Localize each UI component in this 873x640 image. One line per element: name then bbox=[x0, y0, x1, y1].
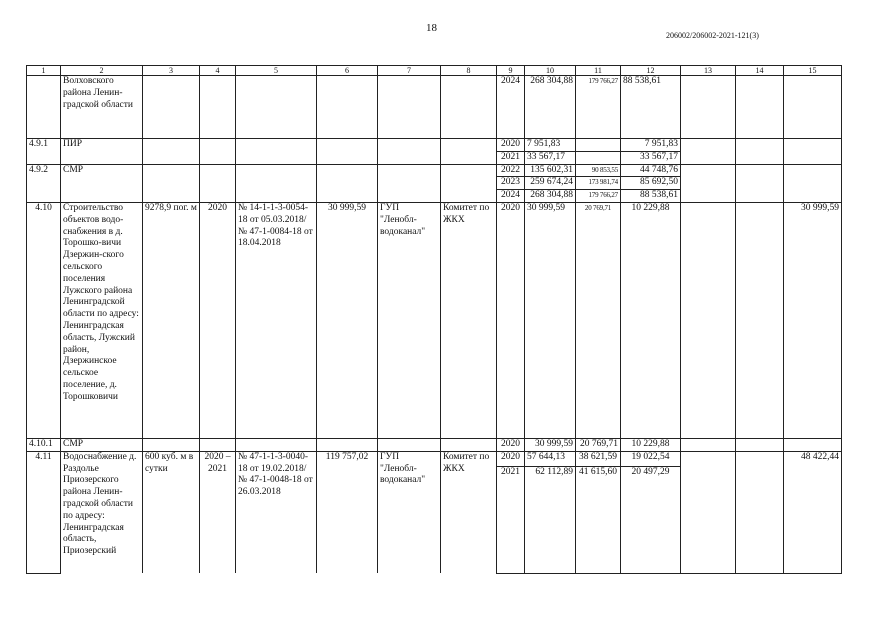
federal-cell: 41 615,60 bbox=[576, 466, 621, 573]
table-row bbox=[27, 438, 842, 451]
capacity-cell: 9278,9 пог. м bbox=[143, 202, 200, 438]
federal-cell: 179 766,27 bbox=[576, 190, 621, 203]
expertise-cell: № 14-1-1-3-0054-18 от 05.03.2018/ № 47-1-0084-18 от 18.04.2018 bbox=[236, 202, 317, 438]
regional-cell: 88 538,61 bbox=[621, 190, 681, 203]
column-number: 15 bbox=[784, 66, 842, 76]
total-cell: 30 999,59 bbox=[525, 202, 576, 438]
expertise-cell: № 47-1-1-3-0040-18 от 19.02.2018/ № 47-1-0048-18 от 26.03.2018 bbox=[236, 451, 317, 573]
column-number: 9 bbox=[497, 66, 525, 76]
program-table bbox=[26, 65, 842, 574]
column-number: 10 bbox=[525, 66, 576, 76]
document-number: 206002/206002-2021-121(3) bbox=[666, 31, 759, 40]
object-name: Волховского района Ленин-градской области bbox=[61, 76, 143, 139]
total-cell: 268 304,88 bbox=[525, 190, 576, 203]
total-cell: 62 112,89 bbox=[525, 466, 576, 573]
object-name: Водоснабжение д. Раздолье Приозерского района Ленин-градской области по адресу: Ленинградская область, Приозерский bbox=[61, 451, 143, 573]
column-number: 1 bbox=[27, 66, 61, 76]
federal-cell: 173 981,74 bbox=[576, 177, 621, 190]
year-cell: 2021 bbox=[497, 151, 525, 164]
item-number: 4.9.2 bbox=[27, 164, 61, 177]
federal-cell: 90 853,55 bbox=[576, 164, 621, 177]
capacity-cell: 600 куб. м в сутки bbox=[143, 451, 200, 573]
column-number: 6 bbox=[317, 66, 378, 76]
regional-cell: 85 692,50 bbox=[621, 177, 681, 190]
regional-cell: 19 022,54 bbox=[621, 451, 681, 466]
page-number: 18 bbox=[426, 22, 437, 34]
total-cell: 135 602,31 bbox=[525, 164, 576, 177]
federal-cell: 20 769,71 bbox=[576, 438, 621, 451]
table-row bbox=[27, 139, 842, 152]
column-number: 13 bbox=[681, 66, 736, 76]
customer-cell: ГУП "Ленобл-водоканал" bbox=[378, 202, 441, 438]
year-cell: 2022 bbox=[497, 164, 525, 177]
total-cell: 30 999,59 bbox=[525, 438, 576, 451]
object-name: Строительство объектов водо-снабжения в д. Торошко-вичи Дзержин-ского сельского поселения Лужского района Ленинградской области по адресу: Ленинградская область, Лужский район, Дзержинское сельское поселение, д. Торошковичи bbox=[61, 202, 143, 438]
year-cell: 2020 bbox=[497, 202, 525, 438]
table-row bbox=[27, 76, 842, 139]
table-row bbox=[27, 190, 842, 203]
period-cell: 2020 – 2021 bbox=[200, 451, 236, 573]
table-row bbox=[27, 451, 842, 466]
col15-cell: 48 422,44 bbox=[784, 451, 842, 466]
column-number: 2 bbox=[61, 66, 143, 76]
regional-cell: 7 951,83 bbox=[621, 139, 681, 152]
cost-cell: 30 999,59 bbox=[317, 202, 378, 438]
federal-cell: 38 621,59 bbox=[576, 451, 621, 466]
item-number: 4.9.1 bbox=[27, 139, 61, 152]
table-row bbox=[27, 151, 842, 164]
total-cell: 7 951,83 bbox=[525, 139, 576, 152]
responsible-cell: Комитет по ЖКХ bbox=[441, 451, 497, 573]
total-cell: 268 304,88 bbox=[525, 76, 576, 139]
col15-cell: 30 999,59 bbox=[784, 202, 842, 438]
column-number: 8 bbox=[441, 66, 497, 76]
object-name: ПИР bbox=[61, 139, 143, 152]
column-number: 14 bbox=[736, 66, 784, 76]
responsible-cell: Комитет по ЖКХ bbox=[441, 202, 497, 438]
column-number: 7 bbox=[378, 66, 441, 76]
regional-cell: 10 229,88 bbox=[621, 438, 681, 451]
year-cell: 2020 bbox=[497, 451, 525, 466]
item-number: 4.10.1 bbox=[27, 438, 61, 451]
period-cell: 2020 bbox=[200, 202, 236, 438]
cost-cell: 119 757,02 bbox=[317, 451, 378, 573]
total-cell: 57 644,13 bbox=[525, 451, 576, 466]
year-cell: 2021 bbox=[497, 466, 525, 573]
total-cell: 259 674,24 bbox=[525, 177, 576, 190]
regional-cell: 10 229,88 bbox=[621, 202, 681, 438]
regional-cell: 20 497,29 bbox=[621, 466, 681, 573]
regional-cell: 33 567,17 bbox=[621, 151, 681, 164]
object-name: СМР bbox=[61, 164, 143, 177]
table-row bbox=[27, 164, 842, 177]
item-number: 4.11 bbox=[27, 451, 61, 466]
column-number: 3 bbox=[143, 66, 200, 76]
regional-cell: 88 538,61 bbox=[621, 76, 681, 139]
year-cell: 2020 bbox=[497, 438, 525, 451]
column-number: 4 bbox=[200, 66, 236, 76]
column-number: 5 bbox=[236, 66, 317, 76]
column-number: 12 bbox=[621, 66, 681, 76]
table-row bbox=[27, 177, 842, 190]
column-number-row bbox=[27, 66, 842, 76]
federal-cell: 20 769,71 bbox=[576, 202, 621, 438]
year-cell: 2020 bbox=[497, 139, 525, 152]
customer-cell: ГУП "Ленобл-водоканал" bbox=[378, 451, 441, 573]
total-cell: 33 567,17 bbox=[525, 151, 576, 164]
federal-cell: 179 766,27 bbox=[576, 76, 621, 139]
column-number: 11 bbox=[576, 66, 621, 76]
year-cell: 2024 bbox=[497, 190, 525, 203]
table-row bbox=[27, 202, 842, 438]
year-cell: 2023 bbox=[497, 177, 525, 190]
regional-cell: 44 748,76 bbox=[621, 164, 681, 177]
year-cell: 2024 bbox=[497, 76, 525, 139]
object-name: СМР bbox=[61, 438, 143, 451]
item-number: 4.10 bbox=[27, 202, 61, 438]
